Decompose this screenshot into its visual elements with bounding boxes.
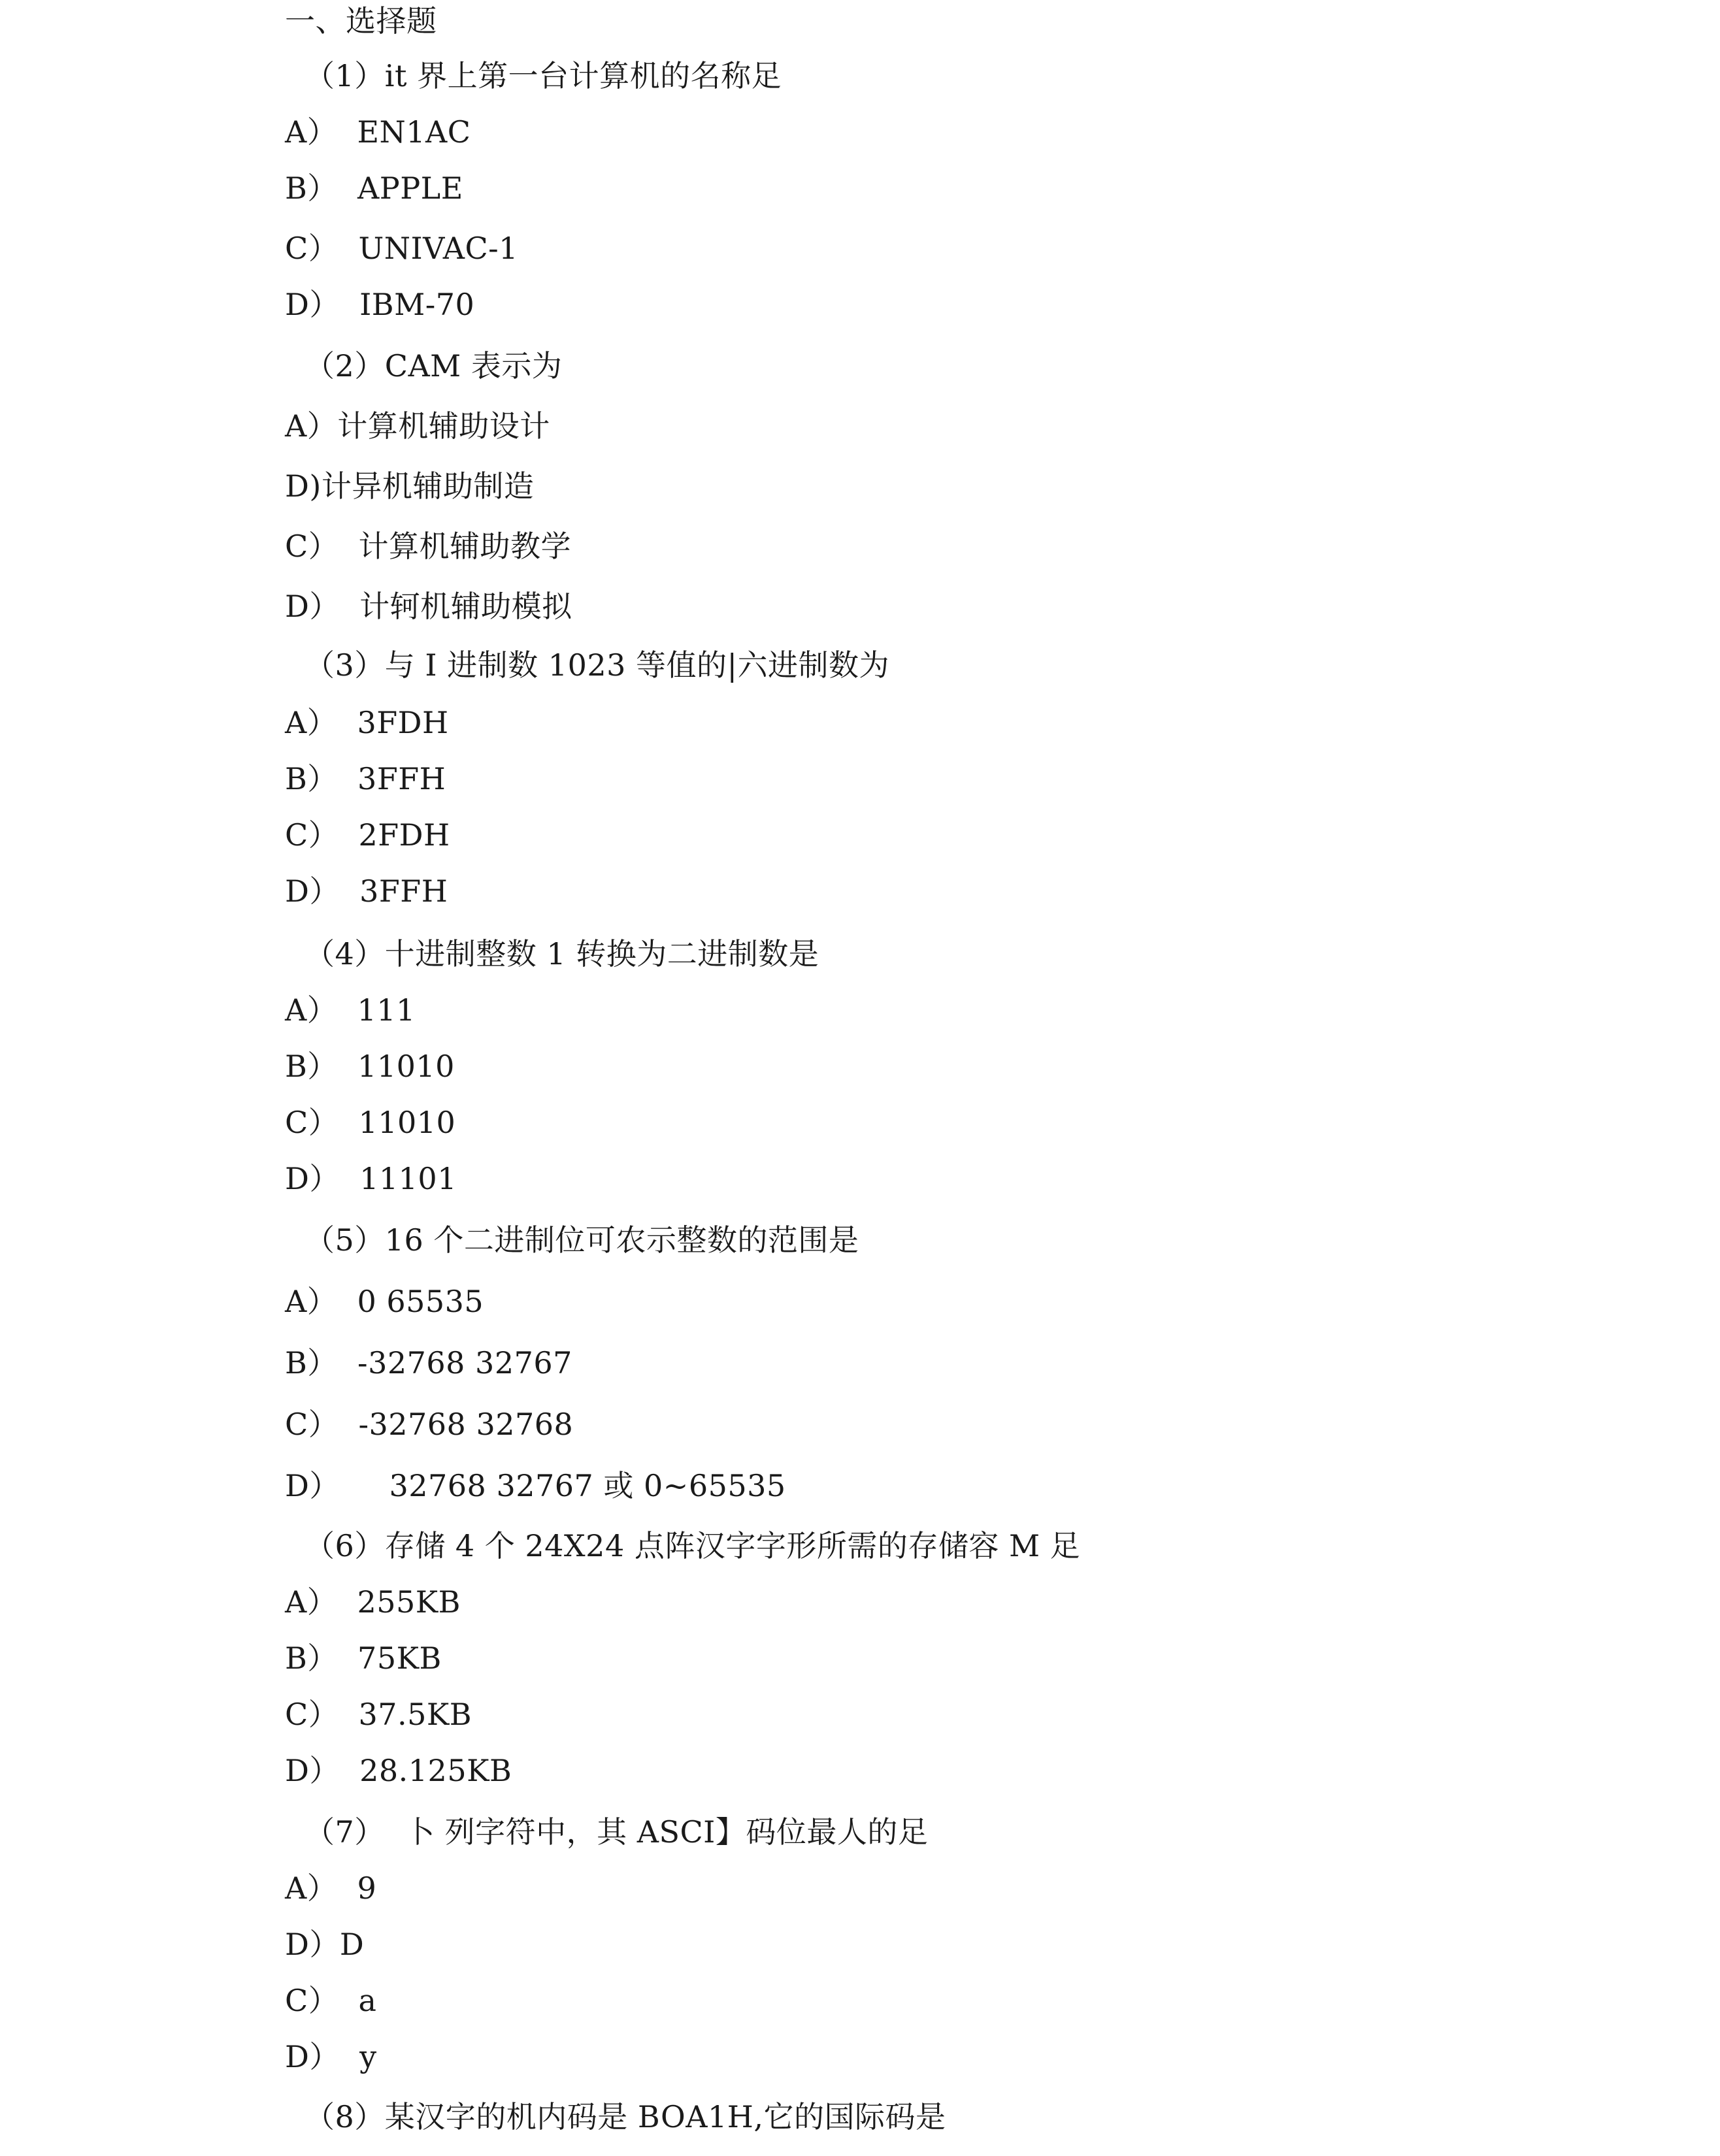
question-6-option-a: A） 255KB bbox=[285, 1584, 461, 1620]
question-2-option-d: D） 计轲机辅助模拟 bbox=[285, 589, 572, 624]
question-1-stem: （1）it 界上第一台计算机的名称足 bbox=[305, 58, 782, 93]
question-5-stem: （5）16 个二进制位可农示整数的范围是 bbox=[305, 1222, 859, 1258]
question-1-option-c: C） UNIVAC-1 bbox=[285, 231, 518, 266]
question-2-option-a: A）计算机辅助设计 bbox=[285, 408, 550, 444]
question-6-stem: （6）存储 4 个 24X24 点阵汉字字形所需的存储容 M 足 bbox=[305, 1528, 1081, 1563]
question-3-option-c: C） 2FDH bbox=[285, 817, 450, 853]
question-5-option-b: B） -32768 32767 bbox=[285, 1345, 572, 1380]
question-2-option-c: C） 计算机辅助教学 bbox=[285, 529, 571, 564]
question-8-stem: （8）某汉字的机内码是 BOA1H,它的国际码是 bbox=[305, 2099, 946, 2134]
question-3-option-a: A） 3FDH bbox=[285, 705, 449, 740]
question-6-option-d: D） 28.125KB bbox=[285, 1753, 512, 1788]
question-7-option-a: A） 9 bbox=[285, 1870, 377, 1906]
question-5-option-a: A） 0 65535 bbox=[285, 1284, 484, 1319]
question-4-option-c: C） 11010 bbox=[285, 1105, 456, 1140]
question-6-option-c: C） 37.5KB bbox=[285, 1697, 472, 1732]
question-2-option-b: D)计异机辅助制造 bbox=[285, 468, 535, 504]
question-5-option-d: D） 32768 32767 或 0~65535 bbox=[285, 1468, 786, 1503]
question-3-stem: （3）与 I 进制数 1023 等值的|六进制数为 bbox=[305, 647, 889, 683]
question-1-option-d: D） IBM-70 bbox=[285, 287, 475, 322]
question-3-option-d: D） 3FFH bbox=[285, 874, 448, 909]
question-6-option-b: B） 75KB bbox=[285, 1641, 442, 1676]
section-title: 一、选择题 bbox=[285, 3, 437, 39]
question-7-option-b: D）D bbox=[285, 1927, 365, 1962]
question-1-option-a: A） EN1AC bbox=[285, 114, 471, 150]
question-2-stem: （2）CAM 表示为 bbox=[305, 348, 563, 384]
question-5-option-c: C） -32768 32768 bbox=[285, 1407, 574, 1442]
question-4-option-d: D） 11101 bbox=[285, 1161, 457, 1196]
question-4-option-b: B） 11010 bbox=[285, 1049, 455, 1084]
question-7-option-c: C） a bbox=[285, 1983, 377, 2018]
question-4-stem: （4）十进制整数 1 转换为二进制数是 bbox=[305, 936, 819, 972]
question-3-option-b: B） 3FFH bbox=[285, 761, 446, 796]
question-1-option-b: B） APPLE bbox=[285, 171, 463, 206]
question-4-option-a: A） 111 bbox=[285, 992, 416, 1028]
question-7-stem: （7） 卜 列字符中，其 ASCI】码位最人的足 bbox=[305, 1814, 929, 1850]
question-7-option-d: D） y bbox=[285, 2039, 377, 2074]
